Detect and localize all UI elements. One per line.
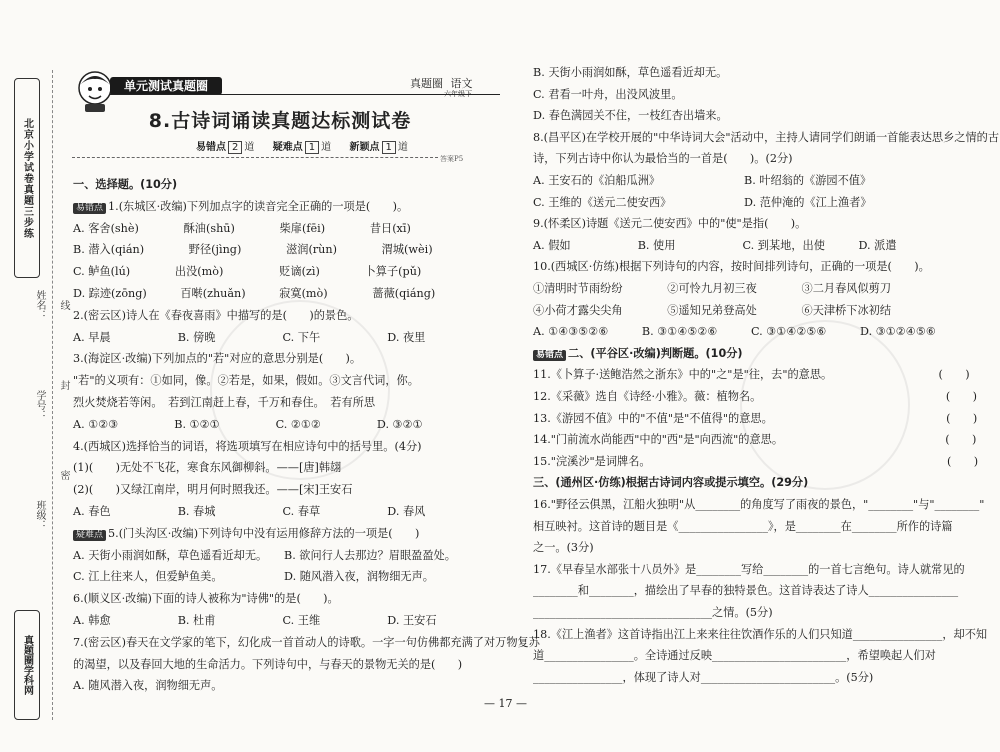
question-text: (1)( )无处不飞花，寒食东风御柳斜。——[唐]韩翃 bbox=[73, 461, 342, 475]
question-text: 18.《江上渔者》这首诗指出江上来来往往饮酒作乐的人们只知道________________，却不知 bbox=[533, 627, 988, 641]
question-line bbox=[73, 658, 462, 672]
brand-vertical: 北京小学试卷真题三步练 bbox=[14, 78, 40, 278]
question-line bbox=[533, 455, 978, 469]
brand-label: 真题圈 bbox=[410, 77, 443, 90]
question-text: 3.(海淀区·改编)下列加点的"若"对应的意思分别是( )。 bbox=[73, 352, 362, 366]
cut-word: 线 bbox=[58, 300, 69, 310]
question-line bbox=[533, 217, 806, 231]
question-text: 道________________。全诗通过反映________________________，希望唤起人们对 bbox=[533, 649, 936, 663]
question-line bbox=[73, 200, 408, 214]
question-line bbox=[73, 527, 419, 541]
right-column bbox=[533, 66, 1000, 696]
question-line bbox=[73, 374, 419, 388]
question-text: B. 潜入(qián) 野径(jìng) 滋润(rùn) 渭城(wèi) bbox=[73, 243, 433, 257]
question-line bbox=[533, 520, 953, 534]
new-label: 新颖点 bbox=[349, 142, 380, 153]
question-line bbox=[533, 541, 594, 555]
question-line bbox=[73, 331, 425, 345]
question-text: 之一。(3分) bbox=[533, 541, 594, 555]
question-line bbox=[73, 614, 437, 628]
question-text: A. 王安石的《泊船瓜洲》 B. 叶绍翁的《游园不值》 bbox=[533, 174, 872, 187]
difficulty-badge: 疑难点 bbox=[73, 530, 106, 541]
question-line bbox=[533, 304, 891, 318]
question-text: 8.(昌平区)在学校开展的"中华诗词大会"活动中，主持人请同学们朗诵一首能表达思乡之情的古 bbox=[533, 130, 1000, 144]
question-line bbox=[73, 592, 339, 606]
question-text: 11.《卜算子·送鲍浩然之浙东》中的"之"是"往，去"的意思。 ( ) bbox=[533, 368, 970, 382]
question-line bbox=[533, 390, 977, 404]
header-dashed-rule bbox=[72, 157, 438, 158]
page-number: — 17 — bbox=[484, 697, 527, 710]
question-text: 烈火焚烧若等闲。 若到江南赶上春，千万和春住。 若有所思 bbox=[73, 396, 376, 409]
easy-count: 2 bbox=[228, 141, 242, 154]
question-text: 6.(顺义区·改编)下面的诗人被称为"诗佛"的是( )。 bbox=[73, 592, 339, 606]
question-text: A. 客舍(shè) 酥油(shū) 柴扉(fēi) 昔日(xī) bbox=[73, 221, 411, 235]
point-counts bbox=[196, 138, 408, 154]
question-text: 10.(西城区·仿练)根据下列诗句的内容，按时间排列诗句，正确的一项是( )。 bbox=[533, 260, 930, 274]
question-text: 三、(通州区·仿练)根据古诗词内容或提示填空。(29分) bbox=[533, 476, 809, 490]
question-text: C. 王维的《送元二使安西》 D. 范仲淹的《江上渔者》 bbox=[533, 195, 872, 209]
question-line bbox=[533, 563, 965, 577]
section-heading bbox=[533, 476, 808, 490]
question-text: 2.(密云区)诗人在《春夜喜雨》中描写的是( )的景色。 bbox=[73, 308, 359, 322]
question-line bbox=[73, 570, 434, 584]
question-text: 诗，下列古诗中你认为最恰当的一首是( )。(2分) bbox=[533, 152, 793, 166]
answer-reference: 答案P5 bbox=[440, 155, 464, 163]
question-text: 17.《早春呈水部张十八员外》是________写给________的一首七言绝句。诗人就常见的 bbox=[533, 562, 965, 576]
name-field-label: 姓名： bbox=[34, 290, 45, 320]
question-text: ________和________，描绘出了早春的独特景色。这首诗表达了诗人________________ bbox=[533, 584, 959, 598]
question-text: 9.(怀柔区)诗题《送元二使安西》中的"使"是指( )。 bbox=[533, 217, 807, 231]
question-line bbox=[73, 440, 422, 454]
unit-test-banner: 单元测试真题圈 bbox=[110, 77, 222, 95]
question-line bbox=[533, 628, 987, 642]
section-heading bbox=[533, 347, 743, 361]
question-text: B. 天街小雨润如酥，草色遥看近却无。 bbox=[533, 66, 728, 79]
question-line bbox=[533, 196, 872, 210]
subject-label: 语文 bbox=[450, 77, 473, 90]
question-line bbox=[73, 396, 375, 410]
question-line bbox=[533, 66, 727, 80]
question-text: 相互映衬。这首诗的题目是《________________》，是________在________所作的诗篇 bbox=[533, 519, 953, 533]
question-text: C. 江上往来人，但爱鲈鱼美。 D. 随风潜入夜，润物细无声。 bbox=[73, 570, 434, 584]
question-text: 15."浣溪沙"是词牌名。 ( ) bbox=[533, 454, 979, 468]
section-heading bbox=[73, 178, 177, 192]
question-text: 7.(密云区)春天在文学家的笔下，幻化成一首首动人的诗歌。一字一句仿佛都充满了对万物复苏 bbox=[73, 635, 540, 649]
question-line bbox=[533, 606, 773, 620]
question-line bbox=[533, 239, 897, 253]
easy-label: 易错点 bbox=[196, 142, 226, 153]
question-line bbox=[533, 152, 793, 166]
question-line bbox=[533, 174, 871, 188]
question-line bbox=[533, 109, 728, 123]
question-text: 14."门前流水尚能西"中的"西"是"向西流"的意思。 ( ) bbox=[533, 433, 977, 447]
question-line bbox=[73, 636, 540, 650]
cut-line bbox=[52, 70, 53, 720]
question-text: 16."野径云俱黑，江船火独明"从________的角度写了雨夜的景色，"________"与"________" bbox=[533, 498, 985, 511]
unit-label: 道 bbox=[397, 142, 408, 153]
question-text: 二、(平谷区·改编)判断题。(10分) bbox=[568, 346, 743, 360]
cut-word: 封 bbox=[58, 380, 69, 390]
question-line bbox=[533, 325, 936, 339]
question-line bbox=[73, 679, 222, 693]
difficulty-badge: 易错点 bbox=[73, 203, 106, 214]
question-text: "若"的义项有：①如同，像。②若是，如果，假如。③文言代词，你。 bbox=[73, 374, 419, 388]
question-line bbox=[73, 309, 358, 323]
grade-label: 六年级下 bbox=[444, 90, 472, 98]
question-text: A. 春色 B. 春城 C. 春草 D. 春风 bbox=[73, 505, 426, 518]
question-line bbox=[533, 433, 976, 447]
question-text: C. 君看一叶舟，出没风波里。 bbox=[533, 87, 683, 101]
question-line bbox=[73, 352, 361, 366]
question-text: D. 踪迹(zōng) 百啭(zhuǎn) 寂寞(mò) 蔷薇(qiáng) bbox=[73, 287, 436, 300]
unit-label: 道 bbox=[321, 142, 332, 153]
question-line bbox=[533, 671, 873, 685]
question-line bbox=[533, 412, 977, 426]
hard-label: 疑难点 bbox=[272, 142, 303, 153]
question-text: A. 假如 B. 使用 C. 到某地，出使 D. 派遣 bbox=[533, 238, 897, 252]
question-text: (2)( )又绿江南岸，明月何时照我还。——[宋]王安石 bbox=[73, 483, 353, 497]
question-text: 一、选择题。(10分) bbox=[73, 178, 178, 191]
question-text: C. 鲈鱼(lú) 出没(mò) 贬谪(zì) 卜算子(pǔ) bbox=[73, 265, 422, 279]
question-line bbox=[533, 584, 958, 598]
question-text: A. ①④③⑤②⑥ B. ③①④⑤②⑥ C. ③①④②⑤⑥ D. ③①②④⑤⑥ bbox=[533, 325, 936, 339]
question-line bbox=[73, 243, 433, 257]
question-line bbox=[533, 88, 683, 102]
new-count: 1 bbox=[382, 141, 396, 154]
question-line bbox=[533, 260, 930, 274]
question-text: A. 随风潜入夜，润物细无声。 bbox=[73, 679, 223, 693]
left-column bbox=[73, 178, 540, 698]
difficulty-badge: 易错点 bbox=[533, 350, 566, 361]
question-line bbox=[73, 265, 421, 279]
question-text: D. 春色满园关不住，一枝红杏出墙来。 bbox=[533, 109, 728, 123]
hard-count: 1 bbox=[305, 141, 319, 154]
question-line bbox=[73, 461, 341, 475]
question-line bbox=[533, 498, 984, 512]
question-text: 5.(门头沟区·改编)下列诗句中没有运用修辞方法的一项是( ) bbox=[108, 526, 420, 540]
question-text: A. 韩愈 B. 杜甫 C. 王维 D. 王安石 bbox=[73, 614, 437, 627]
question-text: A. ①②③ B. ①②① C. ②①② D. ③②① bbox=[73, 417, 423, 431]
binding-strip bbox=[12, 70, 70, 720]
question-text: 的渴望，以及春回大地的生命活力。下列诗句中，与春天的景物无关的是( ) bbox=[73, 657, 463, 671]
question-text: A. 早晨 B. 傍晚 C. 下午 D. 夜里 bbox=[73, 330, 426, 344]
question-line bbox=[73, 505, 425, 519]
question-text: 12.《采薇》选自《诗经·小雅》。薇：植物名。 ( ) bbox=[533, 390, 978, 403]
question-line bbox=[73, 549, 456, 563]
question-line bbox=[73, 418, 423, 432]
question-text: ________________，体现了诗人对________________________。(5分) bbox=[533, 670, 874, 684]
cut-word: 密 bbox=[58, 470, 69, 480]
question-text: 13.《游园不值》中的"不值"是"不值得"的意思。 ( ) bbox=[533, 411, 978, 425]
question-line bbox=[73, 222, 411, 236]
question-line bbox=[533, 131, 999, 145]
question-text: 1.(东城区·改编)下列加点字的读音完全正确的一项是( )。 bbox=[108, 199, 409, 213]
header-rule bbox=[110, 94, 500, 95]
page-title: 8.古诗词诵读真题达标测试卷 bbox=[148, 110, 412, 132]
question-text: ①清明时节雨纷纷 ②可怜九月初三夜 ③二月春风似剪刀 bbox=[533, 282, 892, 295]
question-line bbox=[533, 282, 891, 296]
question-line bbox=[533, 368, 970, 382]
mascot-icon bbox=[76, 70, 114, 114]
question-line bbox=[73, 483, 352, 497]
question-text: 4.(西城区)选择恰当的词语，将选项填写在相应诗句中的括号里。(4分) bbox=[73, 439, 422, 453]
question-line bbox=[73, 287, 435, 301]
question-text: ④小荷才露尖尖角 ⑤遥知兄弟登高处 ⑥天津桥下冰初结 bbox=[533, 303, 892, 317]
question-text: A. 天街小雨润如酥，草色遥看近却无。 B. 欲问行人去那边？眉眼盈盈处。 bbox=[73, 548, 456, 562]
question-text: ________________________________之情。(5分) bbox=[533, 606, 773, 619]
brand-vertical-bottom: 真题圈学科网 bbox=[14, 610, 40, 720]
student-id-label: 学号： bbox=[34, 390, 45, 420]
unit-label: 道 bbox=[244, 142, 255, 153]
class-label: 班级： bbox=[34, 500, 45, 530]
question-line bbox=[533, 649, 936, 663]
